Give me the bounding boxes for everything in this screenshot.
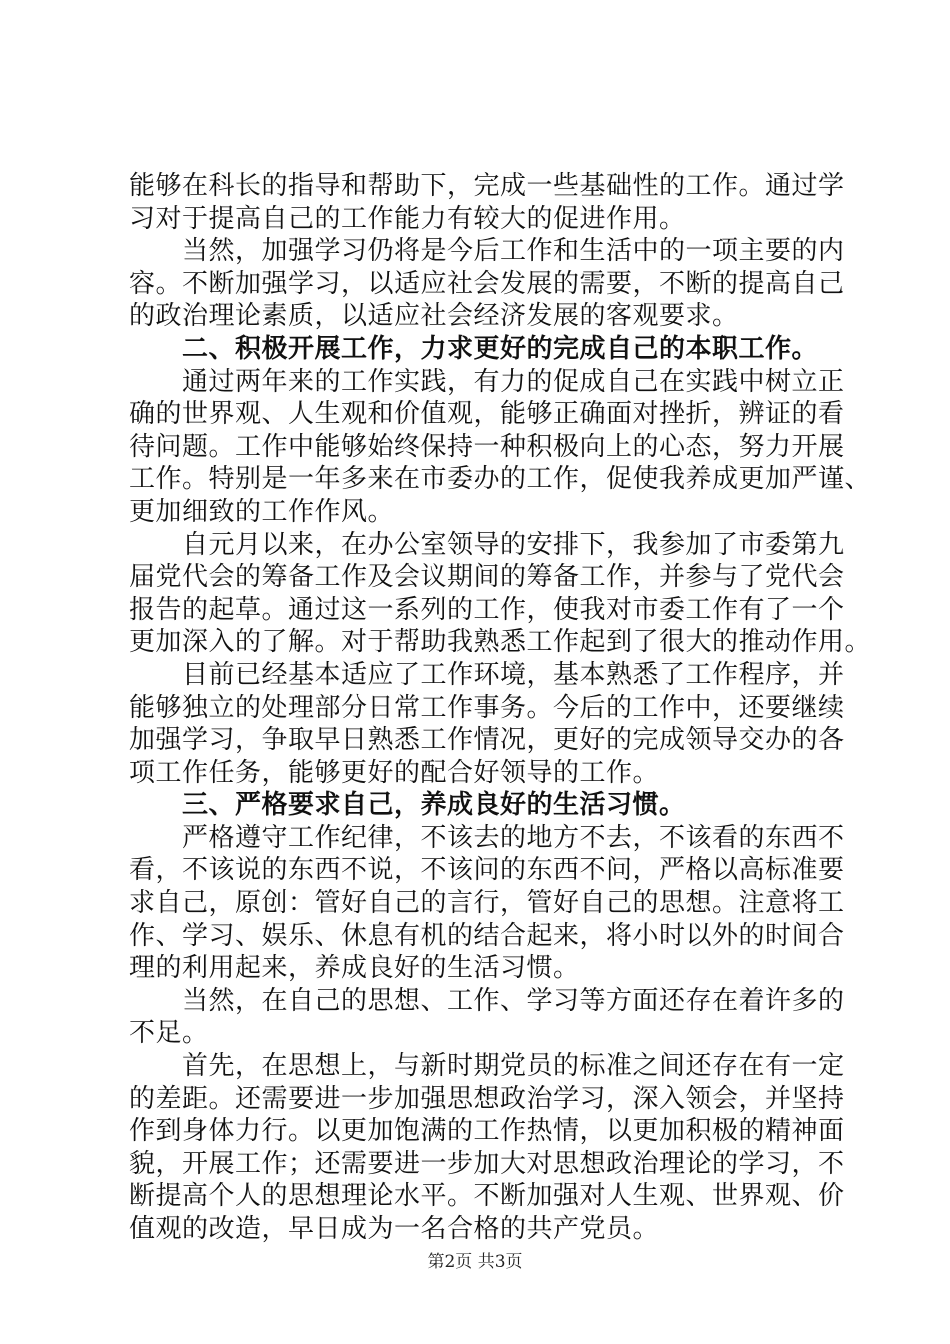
document-body <box>129 170 872 1246</box>
text-line: 首先，在思想上，与新时期党员的标准之间还存在有一定 <box>182 1051 845 1082</box>
text-line: 能够独立的处理部分日常工作事务。今后的工作中，还要继续 <box>129 692 845 723</box>
text-line: 更加深入的了解。对于帮助我熟悉工作起到了很大的推动作用。 <box>129 627 872 658</box>
text-line: 确的世界观、人生观和价值观，能够正确面对挫折，辨证的看 <box>129 399 845 430</box>
text-line: 的差距。还需要进一步加强思想政治学习，深入领会，并坚持 <box>129 1083 845 1114</box>
text-line: 自元月以来，在办公室领导的安排下，我参加了市委第九 <box>182 529 845 560</box>
text-line: 当然，在自己的思想、工作、学习等方面还存在着许多的 <box>182 985 845 1016</box>
text-line: 不足。 <box>129 1018 209 1049</box>
text-line: 容。不断加强学习，以适应社会发展的需要，不断的提高自己 <box>129 268 845 299</box>
text-line: 的政治理论素质，以适应社会经济发展的客观要求。 <box>129 301 739 332</box>
text-line: 习对于提高自己的工作能力有较大的促进作用。 <box>129 203 686 234</box>
text-line: 看，不该说的东西不说，不该问的东西不问，严格以高标准要 <box>129 855 845 886</box>
text-line: 严格遵守工作纪律，不该去的地方不去，不该看的东西不 <box>182 822 845 853</box>
text-line: 加强学习，争取早日熟悉工作情况，更好的完成领导交办的各 <box>129 725 845 756</box>
text-line: 断提高个人的思想理论水平。不断加强对人生观、世界观、价 <box>129 1181 845 1212</box>
section-heading: 三、严格要求自己，养成良好的生活习惯。 <box>182 790 686 821</box>
text-line: 能够在科长的指导和帮助下，完成一些基础性的工作。通过学 <box>129 171 845 201</box>
text-line: 届党代会的筹备工作及会议期间的筹备工作，并参与了党代会 <box>129 562 845 593</box>
text-line: 更加细致的工作作风。 <box>129 496 395 527</box>
text-line: 报告的起草。通过这一系列的工作，使我对市委工作有了一个 <box>129 594 845 625</box>
text-line: 作、学习、娱乐、休息有机的结合起来，将小时以外的时间合 <box>129 920 845 951</box>
text-line: 通过两年来的工作实践，有力的促成自己在实践中树立正 <box>182 366 845 397</box>
text-line: 项工作任务，能够更好的配合好领导的工作。 <box>129 757 660 788</box>
text-line: 求自己，原创：管好自己的言行，管好自己的思想。注意将工 <box>129 888 845 919</box>
text-line: 当然，加强学习仍将是今后工作和生活中的一项主要的内 <box>182 236 845 267</box>
text-line: 值观的改造，早日成为一名合格的共产党员。 <box>129 1214 660 1244</box>
text-line: 作到身体力行。以更加饱满的工作热情，以更加积极的精神面 <box>129 1116 845 1147</box>
page-footer <box>0 1252 950 1272</box>
section-heading: 二、积极开展工作，力求更好的完成自己的本职工作。 <box>182 333 819 364</box>
text-line: 工作。特别是一年多来在市委办的工作，促使我养成更加严谨、 <box>129 464 872 495</box>
text-line: 貌，开展工作；还需要进一步加大对思想政治理论的学习，不 <box>129 1148 845 1179</box>
text-line: 待问题。工作中能够始终保持一种积极向上的心态，努力开展 <box>129 431 845 462</box>
text-line: 理的利用起来，养成良好的生活习惯。 <box>129 953 580 984</box>
text-line: 目前已经基本适应了工作环境，基本熟悉了工作程序，并 <box>182 659 845 690</box>
page-number-label: 第2页 共3页 <box>427 1252 523 1272</box>
